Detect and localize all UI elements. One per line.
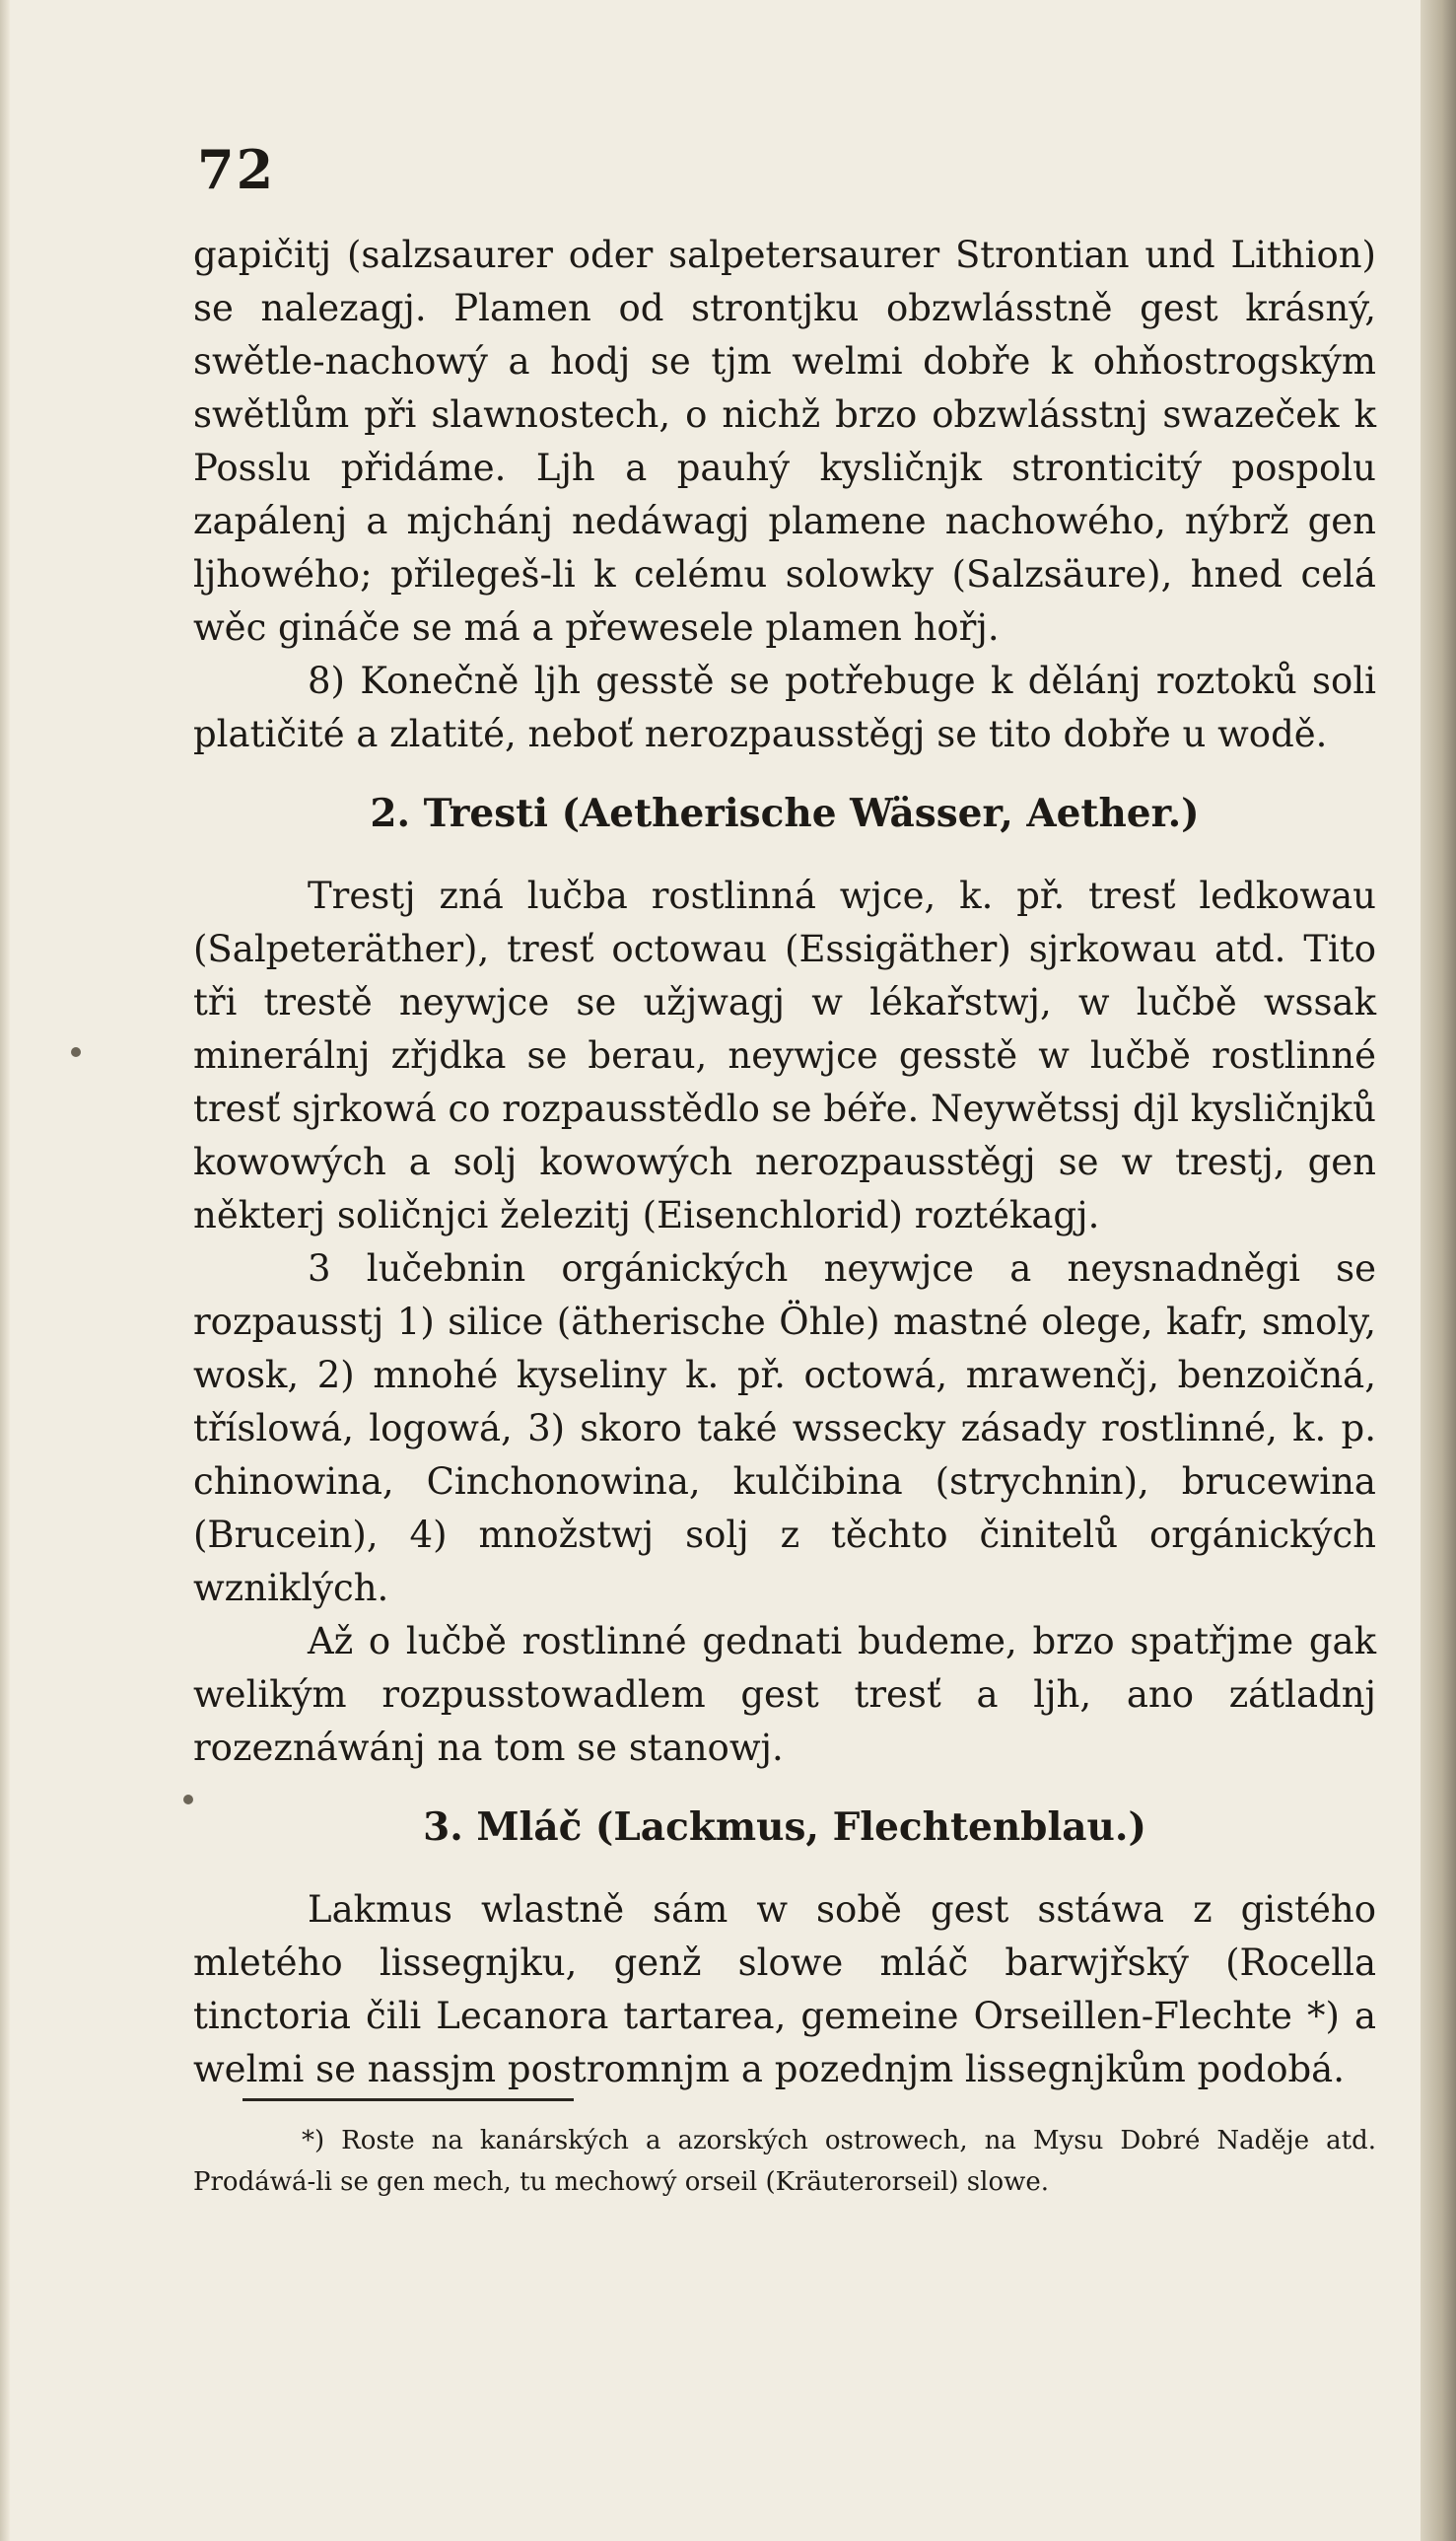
- footnote: [193, 2120, 1376, 2203]
- print-speck: [71, 1047, 81, 1057]
- paragraph-continued: gapičitj (salzsaurer oder salpetersaurer Strontian und Lithion) se nalezagj. Plamen od strontjku obzwlásstně gest krásný, swětle-nachowý a hodj se tjm welmi dobře k ohňostrogským swětlům při slawnostech, o nichž brzo obzwlásstnj swazeček k Posslu přidáme. Ljh a pauhý kysličnjk stronticitý pospolu zapálenj a mjchánj nedáwagj plamene nachowého, nýbrž gen ljhowého; přilegeš-li k celému solowky (Salzsäure), hned celá wěc gináče se má a přewesele plamen hořj.: [193, 234, 1376, 649]
- section2-paragraph-3: Až o lučbě rostlinné gednati budeme, brzo spatřjme gak welikým rozpusstowadlem gest tresť a ljh, ano zátladnj rozeznáwánj na tom se stanowj.: [193, 1620, 1376, 1769]
- footnote-divider: [243, 2098, 574, 2101]
- print-speck: [183, 1795, 193, 1804]
- section2-paragraph-2: 3 lučebnin orgánických neywjce a neysnadněgi se rozpausstj 1) silice (ätherische Öhle) mastné olege, kafr, smoly, wosk, 2) mnohé kyseliny k. př. octowá, mrawenčj, benzoičná, tříslowá, logowá, 3) skoro také wssecky zásady rostlinné, k. p. chinowina, Cinchonowina, kulčibina (strychnin), brucewina (Brucein), 4) množstwj solj z těchto činitelů orgánických wzniklých.: [193, 1247, 1376, 1609]
- body-text: [193, 229, 1376, 2096]
- paragraph-item-8: 8) Konečně ljh gesstě se potřebuge k dělánj roztoků soli platičité a zlatité, neboť nerozpausstěgj se tito dobře u wodě.: [193, 660, 1376, 755]
- section3-paragraph-1: Lakmus wlastně sám w sobě gest sstáwa z gistého mletého lissegnjku, genž slowe mláč barwjřský (Rocella tinctoria čili Lecanora tartarea, gemeine Orseillen-Flechte *) a welmi se nassjm postromnjm a pozednjm lissegnjkům podobá.: [193, 1888, 1376, 2090]
- footnote-text: *) Roste na kanárských a azorských ostrowech, na Mysu Dobré Naděje atd. Prodáwá-li se gen mech, tu mechowý orseil (Kräuterorseil) slowe.: [193, 2126, 1376, 2197]
- section2-paragraph-1: Trestj zná lučba rostlinná wjce, k. př. tresť ledkowau (Salpeteräther), tresť octowau (Essigäther) sjrkowau atd. Tito tři trestě neywjce se užjwagj w lékařstwj, w lučbě wssak minerálnj zřjdka se berau, neywjce gesstě w lučbě rostlinné tresť sjrkowá co rozpausstědlo se béře. Neywětssj djl kysličnjků kowowých a solj kowowých nerozpausstěgj se w trestj, gen některj soličnjci železitj (Eisenchlorid) roztékagj.: [193, 875, 1376, 1236]
- page-gutter-edge: [1421, 0, 1456, 2541]
- section-heading-3: 3. Mláč (Lackmus, Flechtenblau.): [423, 1804, 1146, 1850]
- section-heading-2: 2. Tresti (Aetherische Wässer, Aether.): [370, 791, 1200, 836]
- page-number: 72: [197, 138, 276, 201]
- page-left-edge: [0, 0, 10, 2541]
